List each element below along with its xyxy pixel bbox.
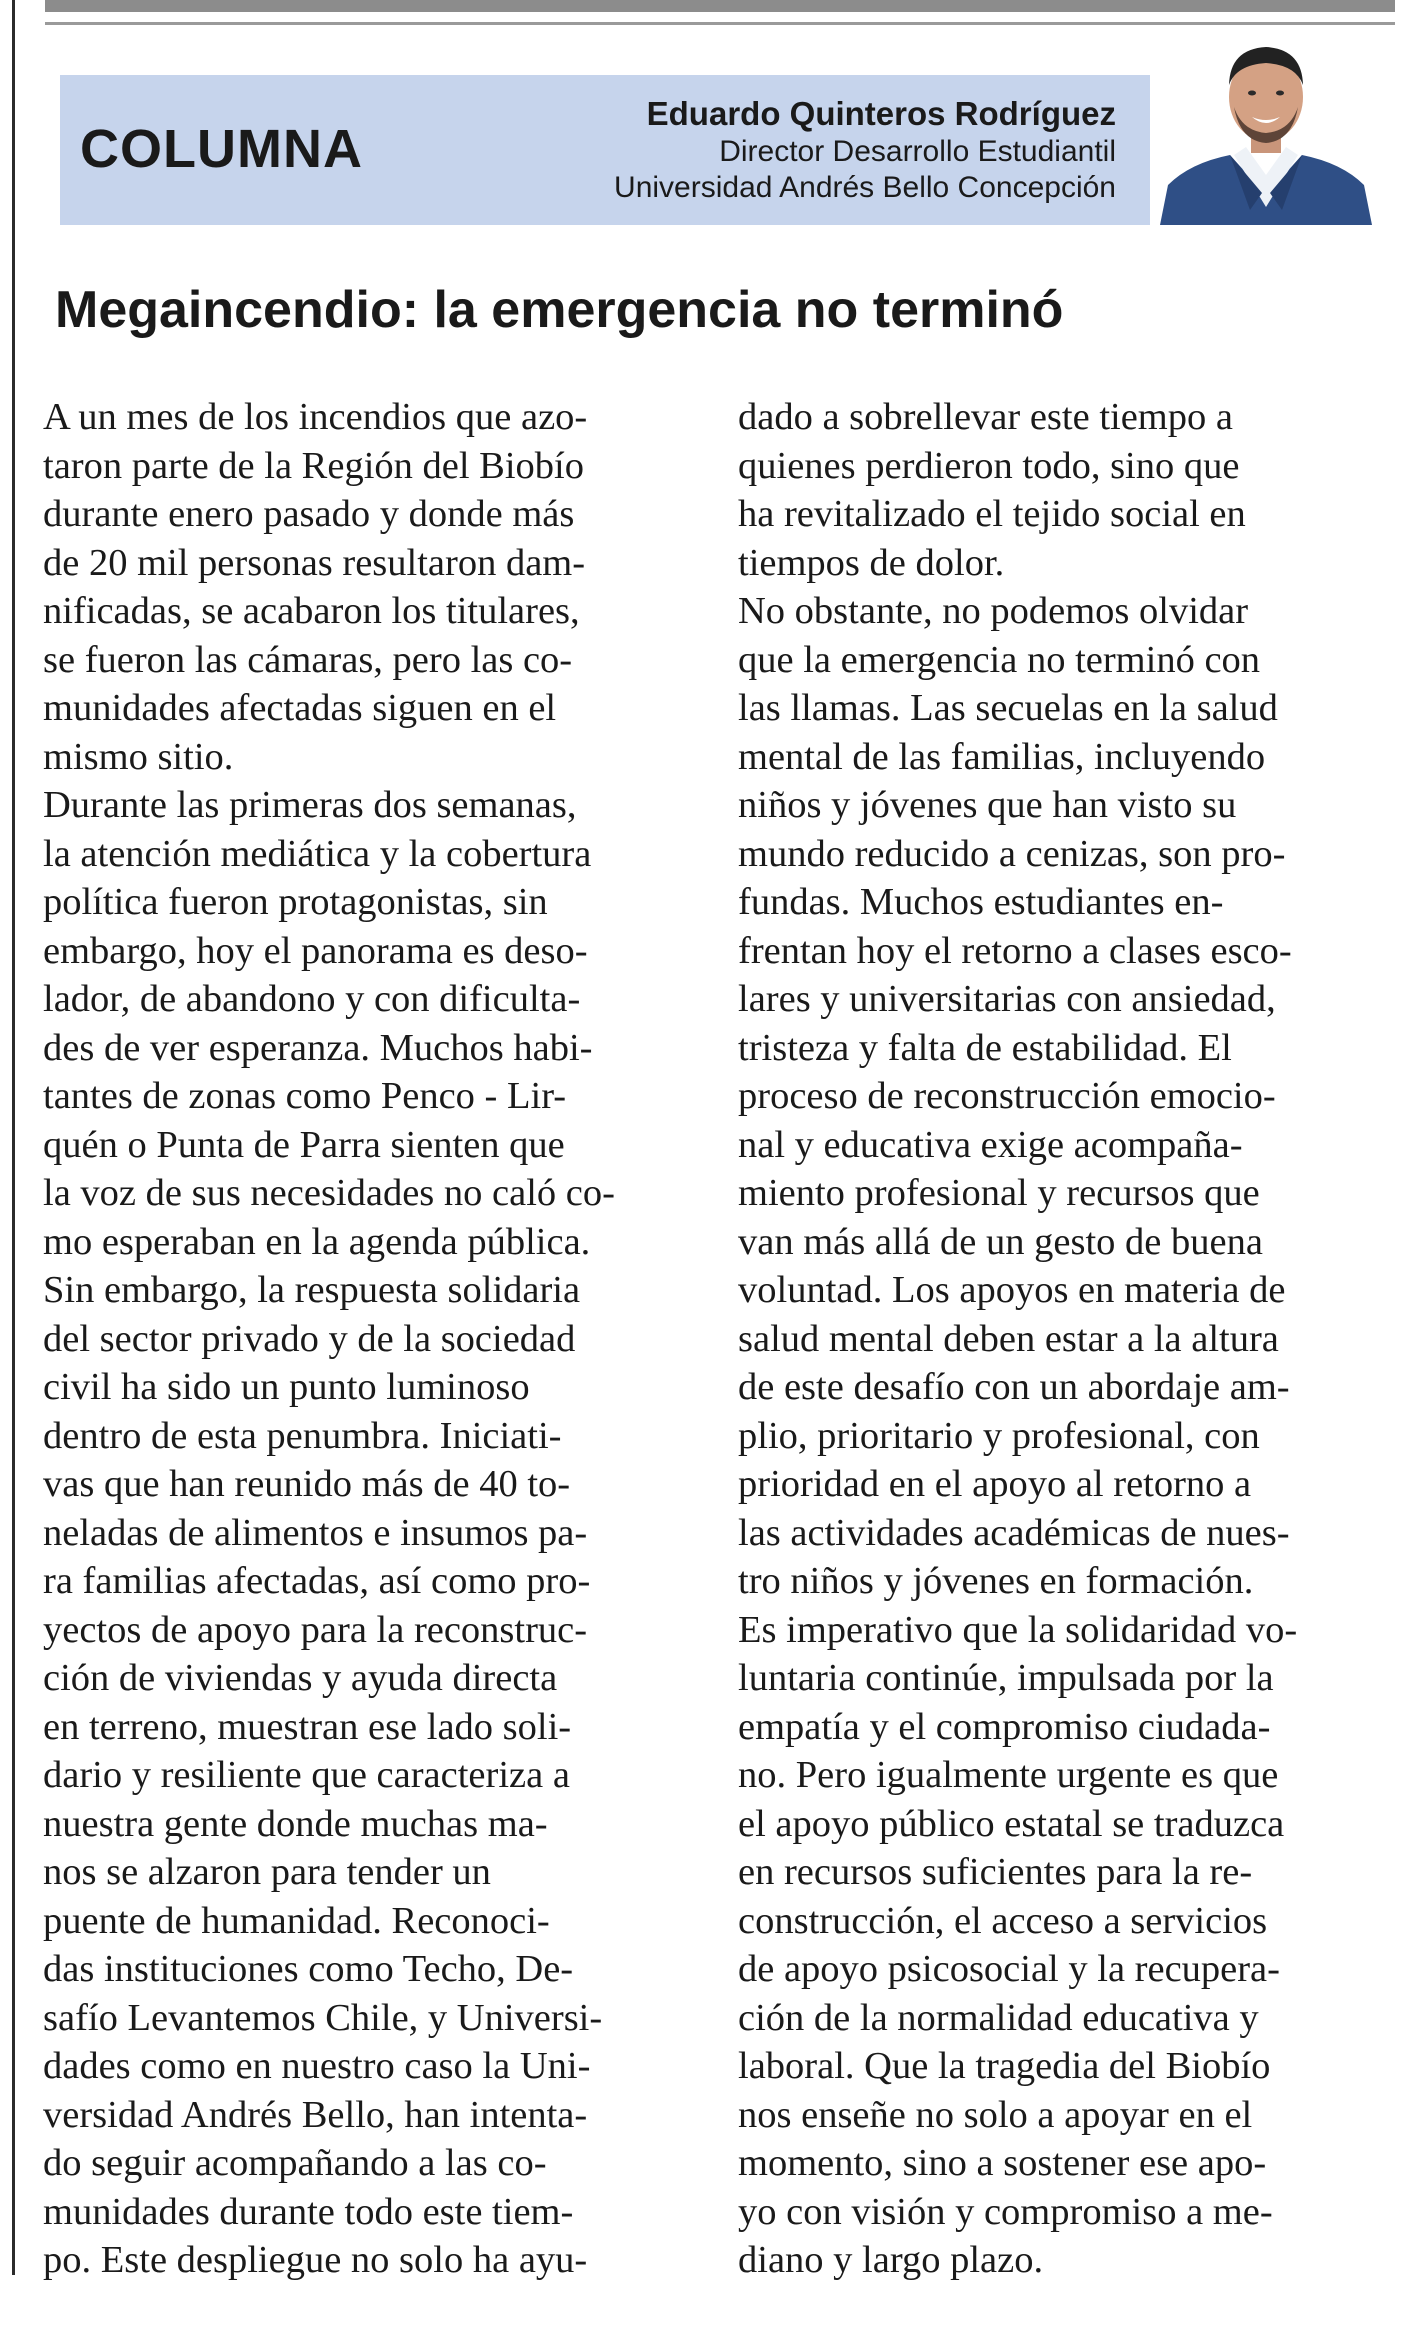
article-text-line: munidades afectadas siguen en el: [43, 687, 557, 729]
article-text-line: yo con visión y compromiso a me-: [738, 2190, 1273, 2233]
article-text-line: po. Este despliegue no solo ha ayu-: [43, 2239, 588, 2281]
article-text-line: nos se alzaron para tender un: [43, 1851, 491, 1893]
article-text-line: en recursos suficientes para la re-: [738, 1851, 1253, 1893]
article-text-line: el apoyo público estatal se traduzca: [738, 1802, 1285, 1845]
article-text-line: ha revitalizado el tejido social en: [738, 493, 1246, 535]
article-text-line: safío Levantemos Chile, y Universi-: [43, 1996, 603, 2039]
article-text-line: se fueron las cámaras, pero las co-: [43, 638, 573, 681]
article-text-line: luntaria continúe, impulsada por la: [738, 1657, 1274, 1699]
article-text-line: neladas de alimentos e insumos pa-: [43, 1511, 588, 1554]
author-block: [614, 94, 1116, 206]
article-text-line: vas que han reunido más de 40 to-: [43, 1463, 571, 1505]
article-text-line: nificadas, se acabaron los titulares,: [43, 590, 580, 632]
article-text-line: política fueron protagonistas, sin: [43, 881, 548, 923]
article-text-line: Sin embargo, la respuesta solidaria: [43, 1269, 581, 1311]
article-text-line: ra familias afectadas, así como pro-: [43, 1560, 591, 1602]
article-text-line: munidades durante todo este tiem-: [43, 2190, 574, 2233]
column-divider-rule: [12, 0, 15, 2275]
section-label: COLUMNA: [80, 119, 363, 179]
article-text-line: mismo sitio.: [43, 735, 234, 778]
author-institution: Universidad Andrés Bello Concepción: [614, 171, 1116, 204]
article-text-line: prioridad en el apoyo al retorno a: [738, 1463, 1252, 1505]
article-text-line: no. Pero igualmente urgente es que: [738, 1754, 1279, 1796]
article-text-line: No obstante, no podemos olvidar: [738, 590, 1249, 632]
article-text-line: en terreno, muestran ese lado soli-: [43, 1705, 572, 1748]
author-photo: [1150, 35, 1382, 225]
article-text-line: yectos de apoyo para la reconstruc-: [43, 1608, 588, 1651]
article-column-right: [738, 393, 1378, 2285]
article-text-line: nal y educativa exige acompaña-: [738, 1123, 1243, 1166]
article-text-line: embargo, hoy el panorama es deso-: [43, 929, 588, 972]
article-text-line: plio, prioritario y profesional, con: [738, 1414, 1260, 1457]
article-text-line: quén o Punta de Parra sienten que: [43, 1123, 565, 1166]
article-text-line: mental de las familias, incluyendo: [738, 735, 1266, 778]
article-text-line: del sector privado y de la sociedad: [43, 1317, 576, 1360]
article-text-line: tantes de zonas como Penco - Lir-: [43, 1075, 567, 1117]
article-text-line: empatía y el compromiso ciudada-: [738, 1705, 1271, 1748]
article-text-line: A un mes de los incendios que azo-: [43, 396, 588, 438]
author-role: Director Desarrollo Estudiantil: [719, 135, 1116, 168]
article-text-line: civil ha sido un punto luminoso: [43, 1366, 530, 1408]
article-text-line: Es imperativo que la solidaridad vo-: [738, 1608, 1298, 1651]
article-text-line: miento profesional y recursos que: [738, 1172, 1260, 1214]
article-text-line: durante enero pasado y donde más: [43, 493, 575, 535]
article-text-line: de este desafío con un abordaje am-: [738, 1366, 1290, 1408]
article-text-line: de 20 mil personas resultaron dam-: [43, 541, 586, 584]
article-text-line: laboral. Que la tragedia del Biobío: [738, 2045, 1271, 2087]
article-text-line: nuestra gente donde muchas ma-: [43, 1802, 548, 1845]
article-text-line: tristeza y falta de estabilidad. El: [738, 1026, 1232, 1069]
article-text-line: dentro de esta penumbra. Iniciati-: [43, 1414, 562, 1457]
article-text-line: do seguir acompañando a las co-: [43, 2142, 547, 2184]
author-name: Eduardo Quinteros Rodríguez: [646, 95, 1116, 132]
article-text-line: versidad Andrés Bello, han intenta-: [43, 2093, 588, 2136]
article-text-line: las llamas. Las secuelas en la salud: [738, 687, 1278, 729]
article-text-line: mo esperaban en la agenda pública.: [43, 1220, 591, 1263]
article-text-line: tro niños y jóvenes en formación.: [738, 1560, 1254, 1602]
article-text-line: lador, de abandono y con dificulta-: [43, 978, 581, 1020]
article-text-line: niños y jóvenes que han visto su: [738, 784, 1237, 826]
article-text-line: voluntad. Los apoyos en materia de: [738, 1269, 1286, 1311]
article-text-line: las actividades académicas de nues-: [738, 1511, 1290, 1554]
article-text-line: fundas. Muchos estudiantes en-: [738, 881, 1224, 923]
article-text-line: dado a sobrellevar este tiempo a: [738, 396, 1233, 438]
article-text-line: que la emergencia no terminó con: [738, 638, 1261, 681]
article-text-line: la atención mediática y la cobertura: [43, 832, 592, 875]
article-text-line: tiempos de dolor.: [738, 541, 1005, 584]
author-portrait-icon: [1150, 35, 1382, 225]
article-text-line: puente de humanidad. Reconoci-: [43, 1899, 550, 1942]
article-text-line: quienes perdieron todo, sino que: [738, 444, 1240, 487]
article-text-line: frentan hoy el retorno a clases esco-: [738, 929, 1292, 972]
top-rule-thin: [45, 22, 1395, 25]
article-text-line: diano y largo plazo.: [738, 2239, 1044, 2281]
top-rule: [45, 0, 1395, 12]
article-text-line: dario y resiliente que caracteriza a: [43, 1754, 570, 1796]
article-text-line: ción de la normalidad educativa y: [738, 1996, 1259, 2039]
article-text-line: mundo reducido a cenizas, son pro-: [738, 832, 1286, 875]
article-text-line: das instituciones como Techo, De-: [43, 1948, 574, 1990]
article-text-line: nos enseñe no solo a apoyar en el: [738, 2093, 1253, 2136]
article-text-line: Durante las primeras dos semanas,: [43, 784, 577, 826]
article-text-line: ción de viviendas y ayuda directa: [43, 1657, 558, 1699]
article-text-line: momento, sino a sostener ese apo-: [738, 2142, 1267, 2184]
article-text-line: lares y universitarias con ansiedad,: [738, 978, 1276, 1020]
article-text-line: construcción, el acceso a servicios: [738, 1899, 1268, 1942]
article-text-line: de apoyo psicosocial y la recupera-: [738, 1948, 1280, 1990]
article-text-line: des de ver esperanza. Muchos habi-: [43, 1026, 593, 1069]
article-text-line: dades como en nuestro caso la Uni-: [43, 2045, 591, 2087]
article-headline: Megaincendio: la emergencia no terminó: [55, 281, 1064, 339]
article-text-line: salud mental deben estar a la altura: [738, 1317, 1279, 1360]
article-text-line: proceso de reconstrucción emocio-: [738, 1075, 1276, 1117]
article-column-left: [43, 393, 683, 2285]
article-text-line: taron parte de la Región del Biobío: [43, 444, 584, 487]
article-text-line: la voz de sus necesidades no caló co-: [43, 1172, 615, 1214]
article-text-line: van más allá de un gesto de buena: [738, 1220, 1263, 1263]
